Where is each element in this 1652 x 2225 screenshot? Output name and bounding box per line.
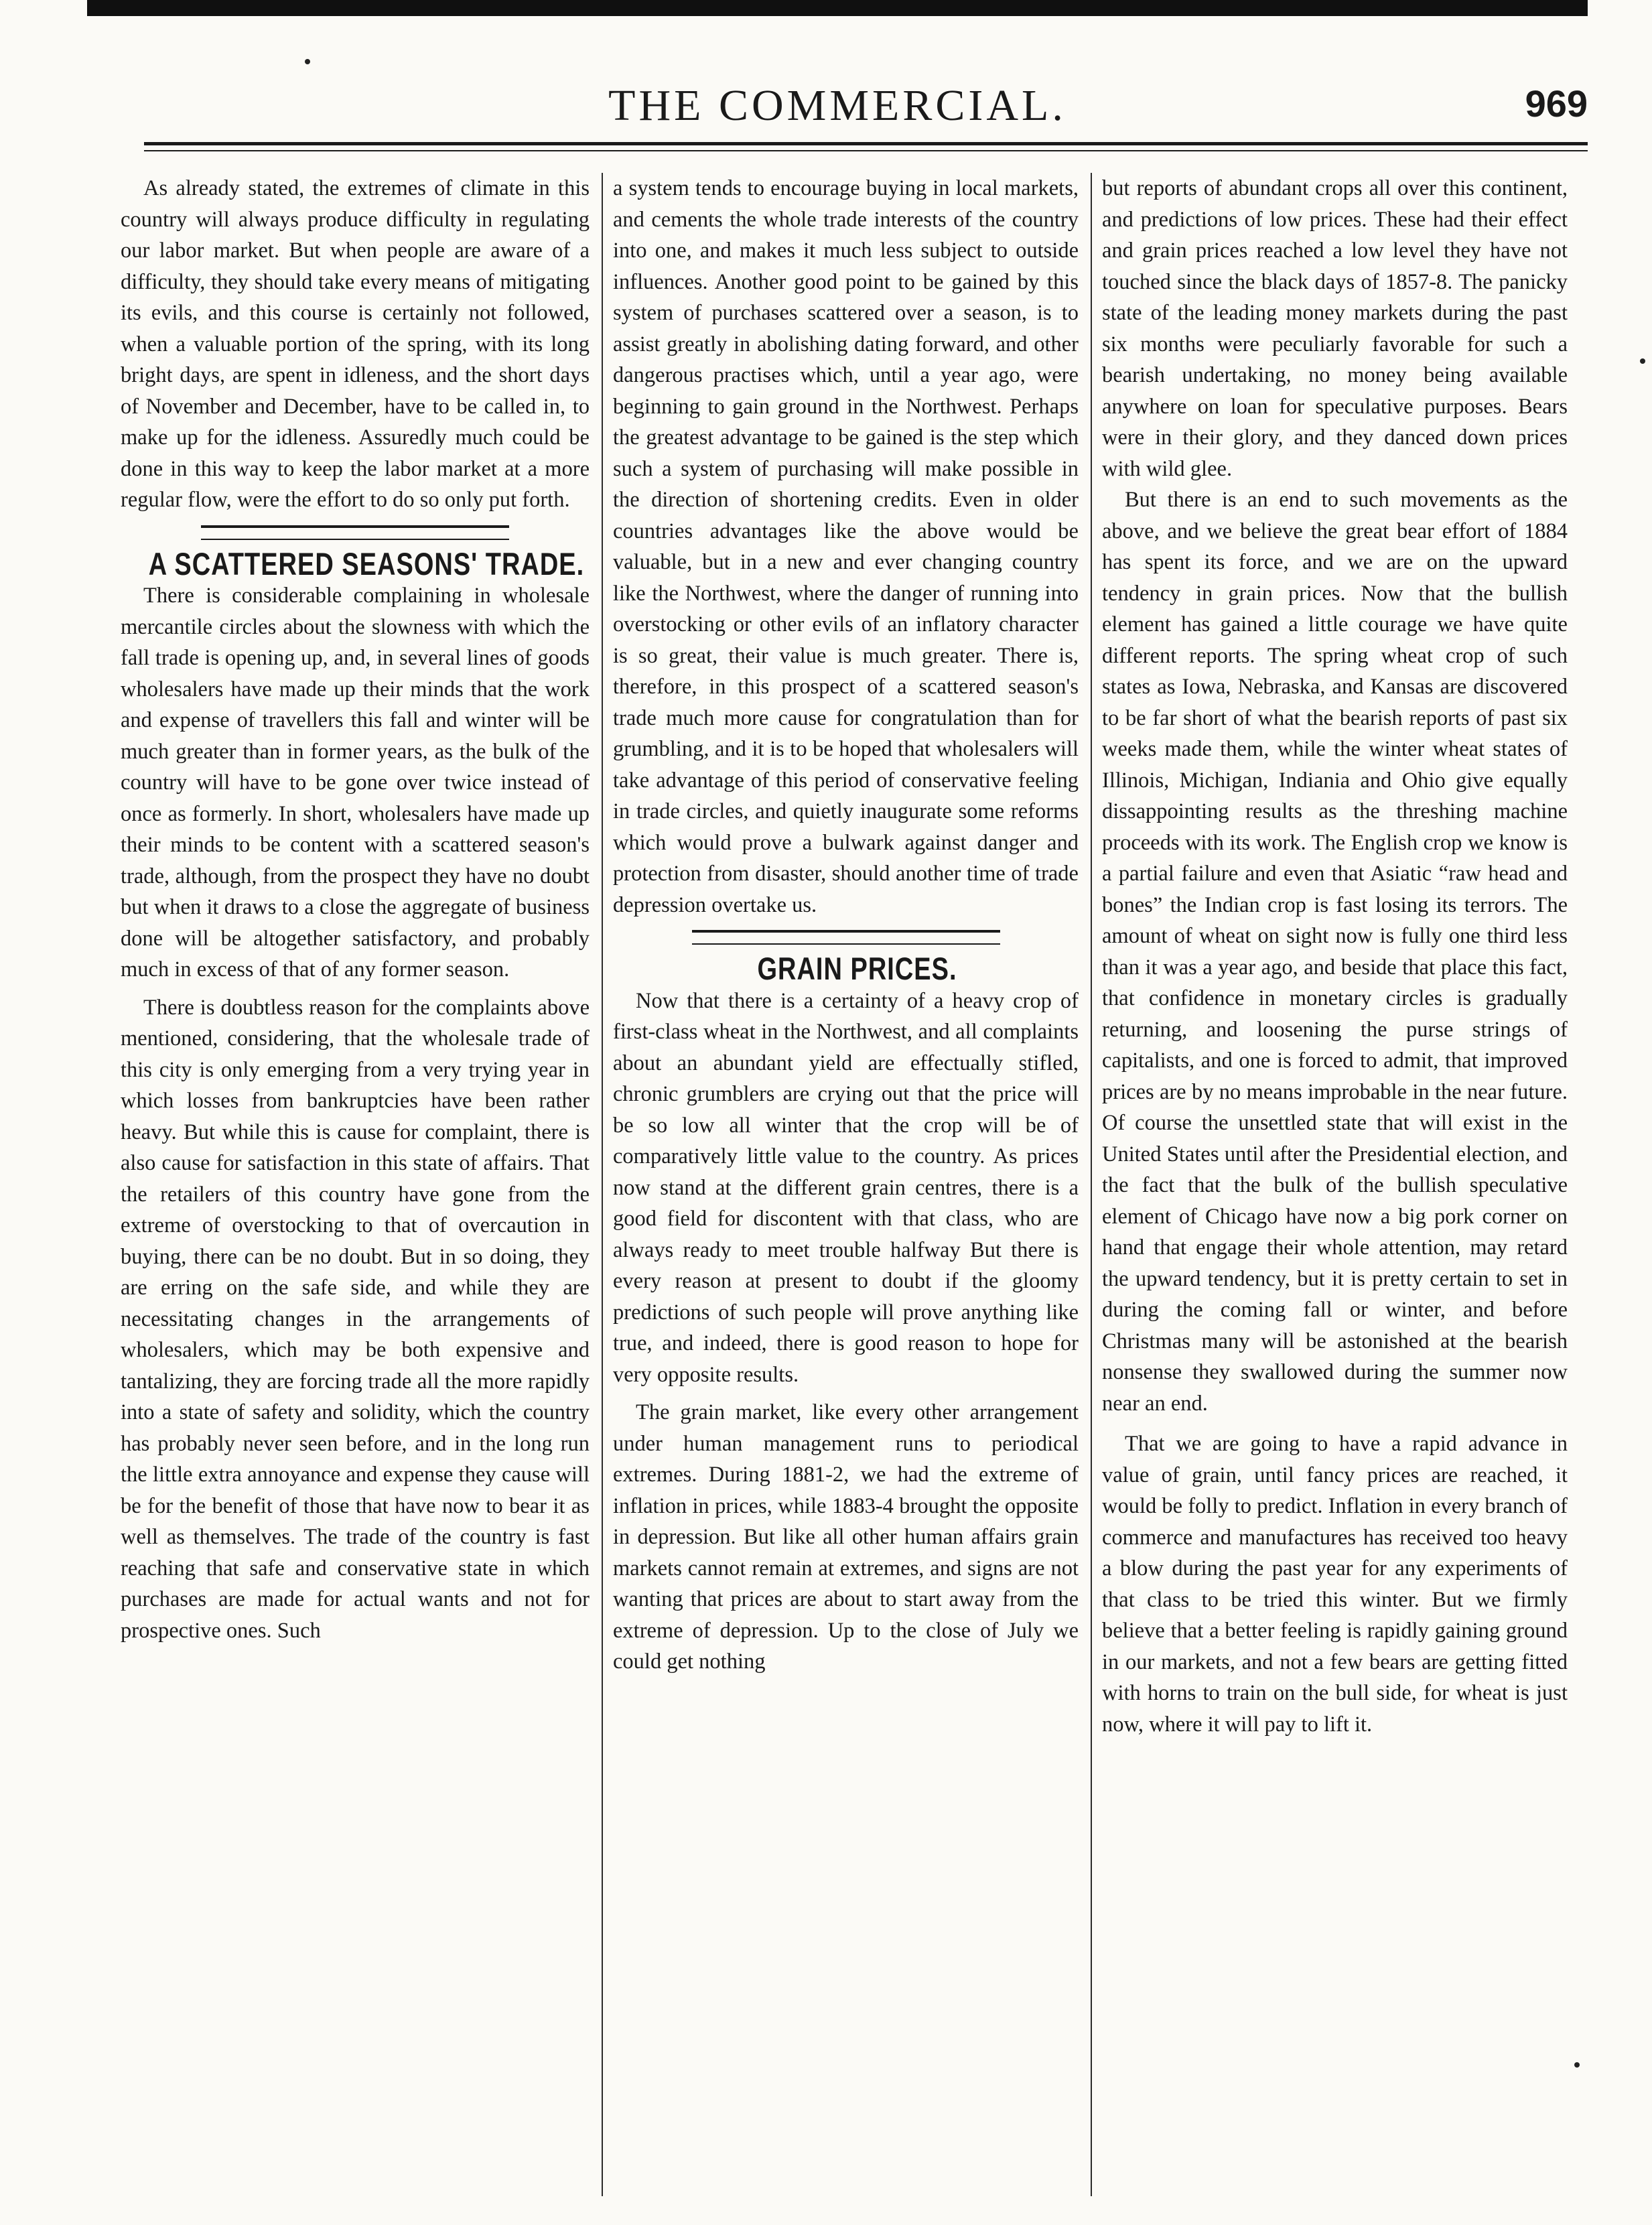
ink-speck — [305, 59, 310, 64]
column-2 — [613, 173, 1079, 2196]
article-paragraph: a system tends to encourage buying in local markets, and cements the whole trade interests of the country into one, and makes it much less subject to outside influences. Another good point to be gained by this system of purchases scattered over a season, is to assist greatly in abolishing dating forward, and other dangerous practises which, until a year ago, were beginning to gain ground in the Northwest. Perhaps the greatest advantage to be gained is the step which such a system of purchasing will make possible in the direction of shortening credits. Even in older countries advantages like the above would be valuable, but in a new and ever changing country like the Northwest, where the danger of running into overstocking or other evils of an inflatory character is so great, their value is much greater. There is, therefore, in this prospect of a scattered season's trade much more cause for congratulation than for grumbling, and it is to be hoped that wholesalers will take advantage of this period of conservative feeling in trade circles, and quietly inaugurate some reforms which would prove a bulwark against danger and protection from disaster, should another time of trade depression overtake us. — [613, 176, 1079, 917]
page-header — [87, 80, 1588, 134]
article-paragraph: There is considerable complaining in wholesale mercantile circles about the slowness with which the fall trade is opening up, and, in several lines of goods wholesalers have made up their minds that the work and expense of travellers this fall and winter will be much greater than in former years, as the bulk of the country will have to be gone over twice instead of once as formerly. In short, wholesalers have made up their minds to be content with a scattered season's trade, although, from the prospect they have no doubt but when it draws to a close the aggregate of business done will be altogether satisfactory, and probably much in excess of that of any former season. — [121, 584, 590, 982]
page-number: 969 — [1525, 82, 1588, 125]
header-rule-thin — [144, 150, 1588, 151]
column-divider — [1091, 173, 1092, 2196]
section-separator — [201, 525, 509, 540]
top-border-bar — [87, 0, 1588, 16]
article-paragraph: but reports of abundant crops all over this continent, and predictions of low prices. These had their effect and grain prices reached a low level they have not touched since the black days of 1857-8. The panicky state of the leading money markets during the past six months were peculiarly favorable for such a bearish undertaking, no money being available anywhere on loan for speculative purposes. Bears were in their glory, and they danced down prices with wild glee. — [1102, 176, 1568, 481]
section-separator — [692, 930, 1000, 945]
article-paragraph: There is doubtless reason for the complaints above mentioned, considering, that the wholesale trade of this city is only emerging from a very trying year in which losses from bankruptcies have been rather heavy. But while this is cause for complaint, there is also cause for satisfaction in this state of affairs. That the retailers of this country have gone from the extreme of overstocking to that of overcaution in buying, there can be no doubt. But in so doing, they are erring on the safe side, and while they are necessitating changes in the arrangements of wholesalers, which may be both expensive and tantalizing, they are forcing trade all the more rapidly into a state of safety and solidity, which the country has probably never seen before, and in the long run the little extra annoyance and expense they cause will be for the benefit of those that have now to bear it as well as themselves. The trade of the country is fast reaching that safe and conservative state in which purchases are made for actual wants and not for prospective ones. Such — [121, 995, 590, 1643]
article-paragraph: As already stated, the extremes of climate in this country will always produce difficulty in regulating our labor market. But when people are aware of a difficulty, they should take every means of mitigating its evils, and this course is certainly not followed, when a valuable portion of the spring, with its long bright days, are spent in idleness, and the short days of November and December, have to be called in, to make up for the idleness. Assuredly much could be done in this way to keep the labor market at a more regular flow, were the effort to do so only put forth. — [121, 176, 590, 512]
ink-speck — [1640, 358, 1645, 364]
article-heading: GRAIN PRICES. — [757, 951, 957, 988]
article-paragraph: Now that there is a certainty of a heavy crop of first-class wheat in the Northwest, and all complaints about an abundant yield are effectually stifled, chronic grumblers are crying out that the price will be so low all winter that the crop will be of comparatively little value to the country. As prices now stand at the different grain centres, there is a good field for discontent with that class, who are always ready to meet trouble halfway But there is every reason at present to doubt if the gloomy predictions of such people will prove anything like true, and indeed, there is good reason to hope for very opposite results. — [613, 988, 1079, 1387]
column-divider — [602, 173, 603, 2196]
article-paragraph: The grain market, like every other arrangement under human management runs to periodical extremes. During 1881-2, we had the extreme of inflation in prices, while 1883-4 brought the opposite in depression. But like all other human affairs grain markets cannot remain at extremes, and signs are not wanting that prices are about to start away from the extreme of depression. Up to the close of July we could get nothing — [613, 1400, 1079, 1674]
publication-title: THE COMMERCIAL. — [608, 81, 1066, 130]
header-rule — [144, 142, 1588, 145]
column-3 — [1102, 173, 1568, 2196]
article-paragraph: But there is an end to such movements as the above, and we believe the great bear effort of 1884 has spent its force, and we are on the upward tendency in grain prices. Now that the bullish element has gained a little courage we have quite different reports. The spring wheat crop of such states as Iowa, Nebraska, and Kansas are discovered to be far short of what the bearish reports of past six weeks made them, while the winter wheat states of Illinois, Michigan, Indiania and Ohio give equally dissappointing results as the threshing machine proceeds with its work. The English crop we know is a partial failure and even that Asiatic “raw head and bones” the Indian crop is fast losing its terrors. The amount of wheat on sight now is fully one third less than it was a year ago, and beside that place this fact, that confidence in monetary circles is gradually returning, and loosening the purse strings of capitalists, and one is forced to admit, that improved prices are by no means improbable in the near future. Of course the unsettled state that will exist in the United States until after the Presidential election, and the fact that the bulk of the bullish speculative element of Chicago have now a big pork corner on hand that engage their whole attention, may retard the upward tendency, but it is pretty certain to set in during the coming fall or winter, and before Christmas many will be astonished at the bearish nonsense they swallowed during the summer now near an end. — [1102, 488, 1568, 1416]
article-heading: A SCATTERED SEASONS' TRADE. — [148, 547, 585, 582]
column-1 — [121, 173, 590, 2196]
article-paragraph: That we are going to have a rapid advance in value of grain, until fancy prices are reached, it would be folly to predict. Inflation in every branch of commerce and manufactures has received too heavy a blow during the past year for any experiments of that class to be tried this winter. But we firmly believe that a better feeling is rapidly gaining ground in our markets, and not a few bears are getting fitted with horns to train on the bull side, for wheat is just now, where it will pay to lift it. — [1102, 1432, 1568, 1737]
ink-speck — [1574, 2062, 1580, 2068]
